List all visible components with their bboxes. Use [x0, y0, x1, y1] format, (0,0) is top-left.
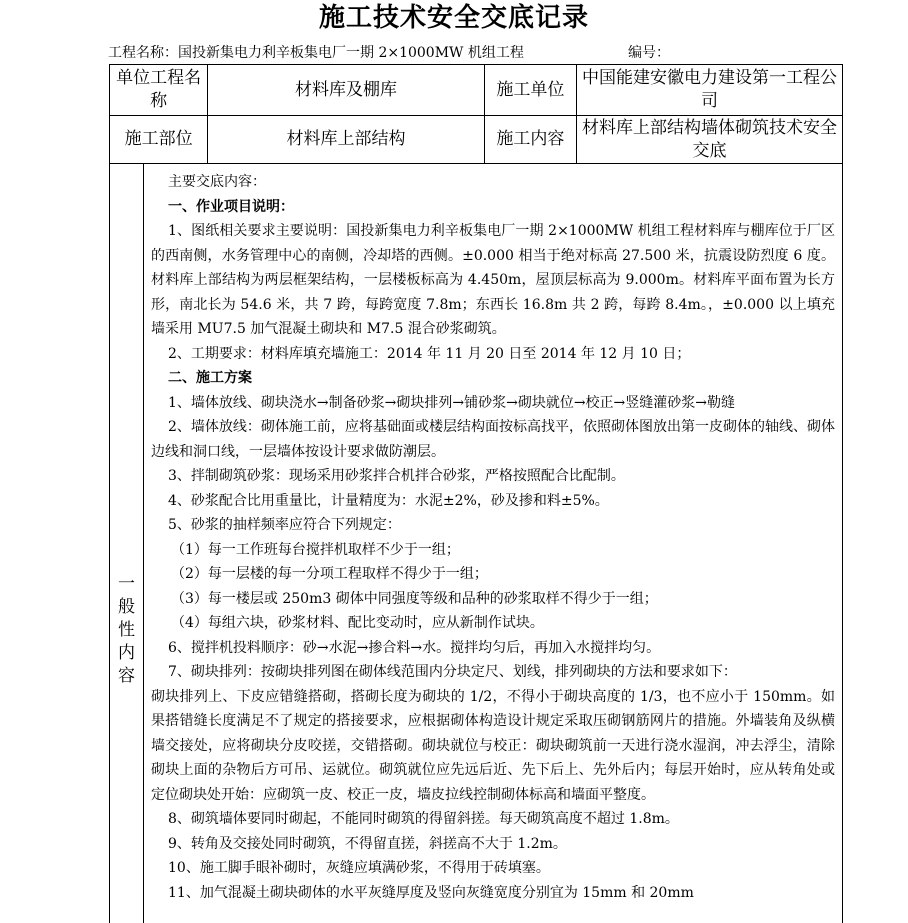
sub-item: （2）每一层楼的每一分项工程取样不得少于一组； — [171, 566, 488, 582]
sub-item: （1）每一工作班每台搅拌机取样不少于一组； — [171, 541, 460, 558]
contractor-value: 中国能建安徽电力建设第一工程公司 — [576, 65, 842, 116]
paragraph: 1、图纸相关要求主要说明：国投新集电力利辛板集电厂一期 2×1000MW 机组工程材料库与棚库位于厂区的西南侧，水务管理中心的南侧，冷却塔的西侧。±0.000 相当于绝对标高 27.500 米，抗震设防烈度 6 度。材料库上部结构为两层框架结构，一层楼板标高为 4.450m，屋顶层标高为 9.000m。材料库平面布置为长方形，南北长为 54.6 米，共 7 跨，每跨宽度 7.8m；东西长 16.8m 共 2 跨，每跨 8.4m。，±0.000 以上填充墙采用 MU7.5 加气混凝土砌块和 M7.5 混合砂浆砌筑。 — [151, 223, 835, 337]
header-table — [109, 64, 843, 164]
paragraph: 2、墙体放线：砌体施工前，应将基础面或楼层结构面按标高找平，依照砌体图放出第一皮砌体的轴线、砌体边线和洞口线，一层墙体按设计要求做防潮层。 — [151, 419, 835, 460]
paragraph: 10、施工脚手眼补砌时，灰缝应填满砂浆，不得用于砖填塞。 — [168, 860, 550, 876]
document-number-label: 编号： — [628, 45, 670, 61]
side-char: 性 — [118, 620, 135, 640]
unit-value: 材料库及棚库 — [208, 65, 484, 116]
sub-item: （4）每组六块，砂浆材料、配比变动时，应从新制作试块。 — [171, 615, 544, 631]
paragraph: 5、砂浆的抽样频率应符合下列规定： — [168, 517, 401, 533]
content-value: 材料库上部结构墙体砌筑技术安全交底 — [576, 116, 842, 164]
intro-line: 主要交底内容： — [168, 174, 266, 190]
content-box — [109, 163, 843, 923]
section-1-title: 一、作业项目说明： — [168, 198, 294, 215]
paragraph: 9、转角及交接处同时砌筑，不得留直搓，斜搓高不大于 1.2m。 — [168, 835, 567, 852]
side-label — [110, 573, 143, 688]
side-label-column — [110, 163, 144, 923]
paragraph: 11、加气混凝土砌块砌体的水平灰缝厚度及竖向灰缝宽度分别宜为 15mm 和 20mm — [168, 884, 694, 901]
content-text — [151, 170, 835, 905]
contractor-label: 施工单位 — [484, 65, 576, 116]
content-label: 施工内容 — [484, 116, 576, 164]
paragraph: 7、砌块排列：按砌块排列图在砌体线范围内分块定尺、划线，排列砌块的方法和要求如下： — [168, 664, 737, 680]
side-char: 般 — [118, 597, 135, 617]
unit-label: 单位工程名称 — [110, 65, 208, 116]
document-title: 施工技术安全交底记录 — [318, 3, 589, 33]
sub-item: （3）每一楼层或 250m3 砌体中同强度等级和品种的砂浆取样不得少于一组； — [171, 590, 658, 607]
paragraph: 8、砌筑墙体要同时砌起，不能同时砌筑的得留斜搓。每天砌筑高度不超过 1.8m。 — [168, 811, 679, 827]
paragraph: 砌块排列上、下皮应错缝搭砌，搭砌长度为砌块的 1/2，不得小于砌块高度的 1/3，也不应小于 150mm。如果搭错缝长度满足不了规定的搭接要求，应根据砌体构造设计规定采取压砌钢筋网片的措施。外墙装角及纵横墙交接处，应将砌块分皮咬搓，交错搭砌。砌块就位与校正：砌块砌筑前一天进行浇水湿润，冲去浮尘，清除砌块上面的杂物后方可吊、运就位。砌筑就位应先远后近、先下后上、先外后内；每层开始时，应从转角处或定位砌块处开始：应砌筑一皮、校正一皮，墙皮拉线控制砌体标高和墙面平整度。 — [151, 688, 835, 803]
paragraph: 2、工期要求：材料库填充墙施工：2014 年 11 月 20 日至 2014 年 12 月 10 日； — [168, 345, 691, 362]
paragraph: 1、墙体放线、砌块浇水→制备砂浆→砌块排列→铺砂浆→砌块就位→校正→竖缝灌砂浆→勒缝 — [168, 394, 736, 411]
side-char: 内 — [118, 643, 135, 663]
part-label: 施工部位 — [110, 116, 208, 164]
paragraph: 4、砂浆配合比用重量比，计量精度为：水泥±2%，砂及掺和料±5%。 — [168, 492, 609, 509]
paragraph: 6、搅拌机投料顺序：砂→水泥→掺合料→水。搅拌均匀后，再加入水搅拌均匀。 — [168, 639, 661, 656]
paragraph: 3、拌制砌筑砂浆：现场采用砂浆拌合机拌合砂浆，严格按照配合比配制。 — [168, 468, 625, 484]
section-2-title: 二、施工方案 — [168, 370, 252, 386]
side-char: 一 — [118, 574, 135, 594]
part-value: 材料库上部结构 — [208, 116, 484, 164]
project-name: 工程名称：国投新集电力利辛板集电厂一期 2×1000MW 机组工程 — [108, 45, 524, 61]
side-char: 容 — [118, 666, 135, 686]
